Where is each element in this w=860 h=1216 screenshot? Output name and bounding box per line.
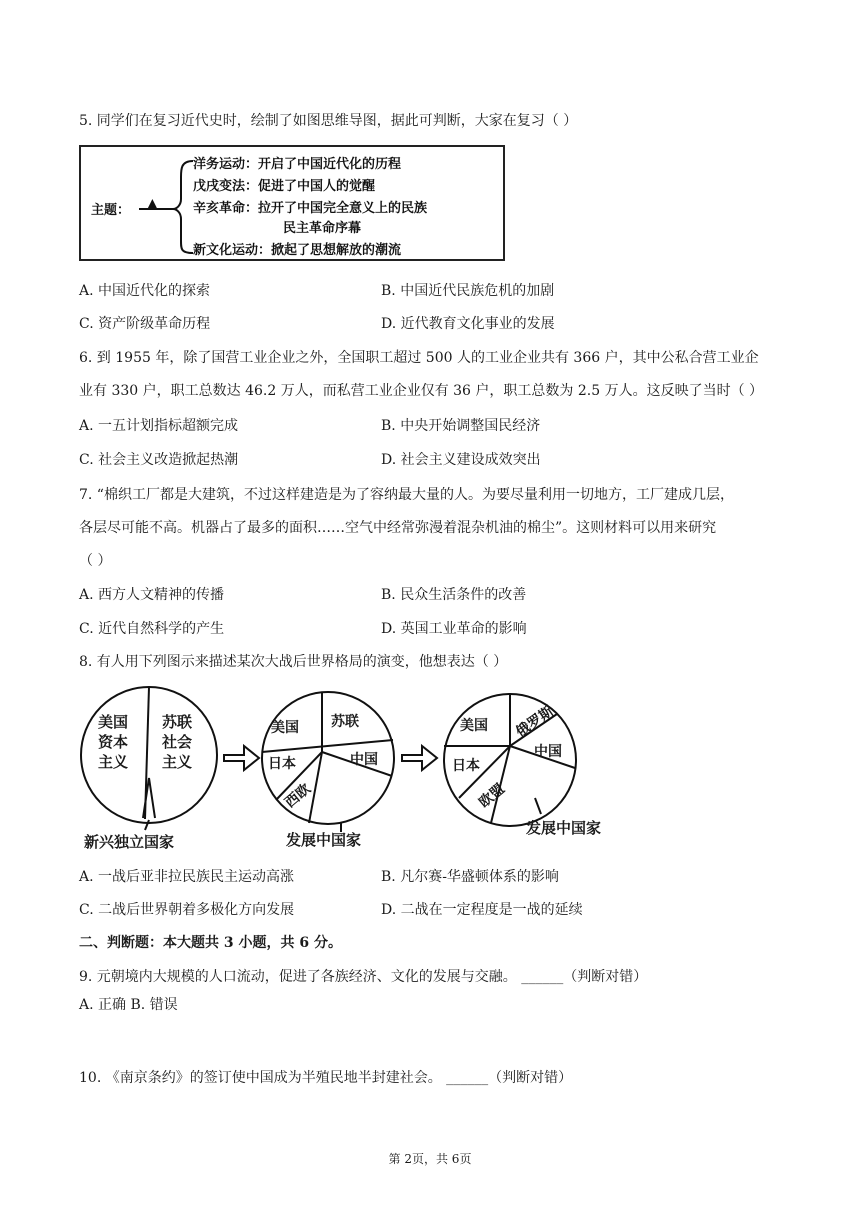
- pie-3-label-d: 日本: [452, 758, 480, 774]
- pie-3-pointer: [535, 798, 541, 814]
- mindmap-item-2: 戊戌变法：促进了中国人的觉醒: [193, 179, 376, 194]
- arrow-right-icon: [402, 746, 437, 770]
- q10-stem: 10. 《南京条约》的签订使中国成为半殖民地半封建社会。 ______（判断对错）: [79, 1070, 573, 1086]
- q7-stem-line2: 各层尽可能不高。机器占了最多的面积……空气中经常弥漫着混杂机油的棉尘”。这则材料可以用来研究: [79, 520, 717, 536]
- pie-1-pointer: [145, 820, 149, 830]
- q7-stem-line1: 7. “棉织工厂都是大建筑，不过这样建造是为了容纳最大量的人。为要尽量利用一切地方，工厂建成几层，: [79, 487, 734, 503]
- pie-2-label-d: 中国: [350, 752, 378, 768]
- q7-option-d: D. 英国工业革命的影响: [381, 621, 527, 637]
- section-heading: 二、判断题：本大题共 3 小题，共 6 分。: [79, 935, 342, 951]
- pie-3-label-c: 中国: [534, 744, 562, 760]
- q6-option-d: D. 社会主义建设成效突出: [381, 452, 541, 468]
- q5-option-b: B. 中国近代民族危机的加剧: [381, 283, 555, 299]
- triangle-icon: ▲: [147, 196, 158, 212]
- q8-stem: 8. 有人用下列图示来描述某次大战后世界格局的演变，他想表达（ ）: [79, 654, 508, 670]
- q6-option-a: A. 一五计划指标超额完成: [79, 418, 239, 434]
- mindmap-figure: [79, 145, 505, 261]
- pie-3-label-a: 美国: [460, 718, 488, 734]
- q9-options: A. 正确 B. 错误: [79, 997, 178, 1013]
- q7-option-c: C. 近代自然科学的产生: [79, 621, 225, 637]
- pie-2-label-b: 苏联: [331, 714, 359, 730]
- q7-option-a: A. 西方人文精神的传播: [79, 587, 225, 603]
- pie-2-label-a: 美国: [271, 720, 299, 736]
- q6-stem-line1: 6. 到 1955 年，除了国营工业企业之外，全国职工超过 500 人的工业企业共有 366 户，其中公私合营工业企: [79, 350, 759, 366]
- mindmap-item-4: 新文化运动：掀起了思想解放的潮流: [193, 243, 402, 258]
- pie-1-caption: 新兴独立国家: [84, 833, 175, 851]
- q5-stem: 5. 同学们在复习近代史时，绘制了如图思维导图，据此可判断，大家在复习（ ）: [79, 113, 578, 129]
- mindmap-item-3-cont: 民主革命序幕: [283, 221, 362, 236]
- pie-2-label-e: 西欧: [282, 780, 314, 812]
- mindmap-item-1: 洋务运动：开启了中国近代化的历程: [193, 157, 402, 172]
- pie-3-label-b: 俄罗斯: [513, 703, 557, 741]
- mindmap-item-3: 辛亥革命：拉开了中国完全意义上的民族: [193, 201, 428, 216]
- q8-option-c: C. 二战后世界朝着多极化方向发展: [79, 902, 295, 918]
- q5-option-c: C. 资产阶级革命历程: [79, 316, 211, 332]
- q6-option-c: C. 社会主义改造掀起热潮: [79, 452, 239, 468]
- q7-option-b: B. 民众生活条件的改善: [381, 587, 527, 603]
- pie-3-label-e: 欧盟: [476, 780, 508, 812]
- mindmap-label: 主题：: [91, 203, 131, 218]
- q6-stem-line2: 业有 330 户，职工总数达 46.2 万人，而私营工业企业仅有 36 户，职工总数为 2.5 万人。这反映了当时（ ）: [79, 383, 764, 399]
- q5-option-a: A. 中国近代化的探索: [79, 283, 211, 299]
- pie-1-left-label: 美国资本主义: [98, 713, 129, 771]
- pie-2-label-c: 日本: [268, 756, 296, 772]
- q8-option-a: A. 一战后亚非拉民族民主运动高涨: [79, 869, 295, 885]
- pie-1-right-label: 苏联社会主义: [162, 713, 193, 771]
- q5-option-d: D. 近代教育文化事业的发展: [381, 316, 555, 332]
- q8-option-b: B. 凡尔赛-华盛顿体系的影响: [381, 869, 559, 885]
- arrow-right-icon: [224, 746, 259, 770]
- q6-option-b: B. 中央开始调整国民经济: [381, 418, 541, 434]
- q9-stem: 9. 元朝境内大规模的人口流动，促进了各族经济、文化的发展与交融。 ______（判断对错）: [79, 969, 648, 985]
- pie-3-caption: 发展中国家: [526, 819, 602, 837]
- q7-stem-line3: （ ）: [79, 553, 112, 569]
- q8-option-d: D. 二战在一定程度是一战的延续: [381, 902, 583, 918]
- page-footer: 第 2页，共 6页: [388, 1152, 472, 1166]
- pie-2-caption: 发展中国家: [286, 831, 362, 849]
